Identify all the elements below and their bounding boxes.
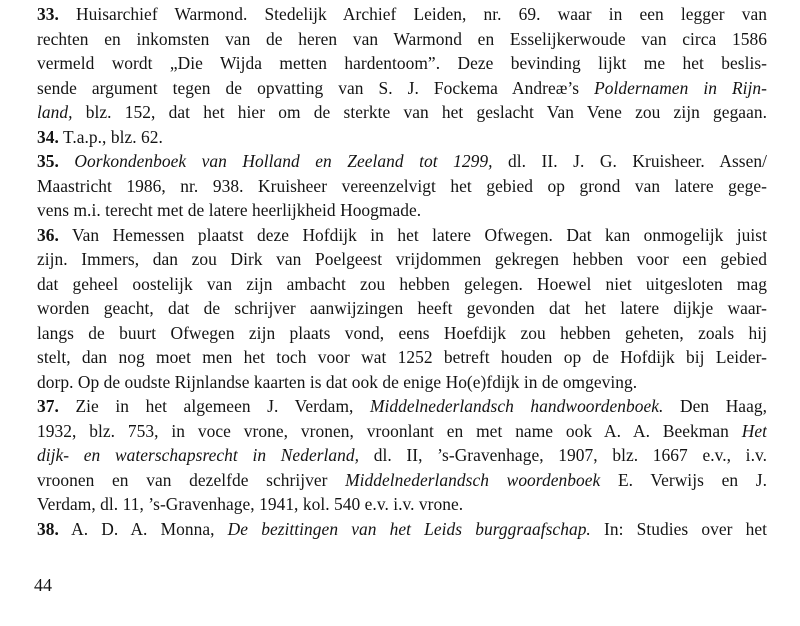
note-number: 33. bbox=[37, 4, 59, 24]
footnote-36 bbox=[37, 223, 767, 395]
note-text: Huisarchief Warmond. Stedelijk Archief Leiden, nr. 69. waar in een legger van bbox=[58, 4, 767, 24]
note-text: Maastricht 1986, nr. 938. Kruisheer vereenzelvigt het gebied op grond van latere gege- bbox=[37, 175, 767, 196]
note-line bbox=[37, 370, 767, 395]
note-number: 36. bbox=[37, 224, 59, 245]
note-number: 38. bbox=[37, 518, 59, 539]
note-text: zijn. Immers, dan zou Dirk van Poelgeest vrijdommen gekregen hebben voor een gebied bbox=[37, 249, 767, 269]
footnote-34 bbox=[37, 125, 767, 150]
note-text: vens m.i. terecht met de latere heerlijkheid Hoogmade. bbox=[37, 200, 422, 220]
note-text: sende argument tegen de opvatting van S. J. Fockema Andreæ’s bbox=[37, 77, 595, 98]
note-line bbox=[37, 76, 767, 101]
book-title: land, bbox=[37, 102, 73, 122]
note-line bbox=[37, 443, 767, 468]
note-line bbox=[37, 223, 767, 248]
note-text: blz. 152, dat het hier om de sterkte van het geslacht Van Vene zou zijn gegaan. bbox=[72, 102, 767, 122]
page-number: 44 bbox=[34, 575, 52, 595]
note-line bbox=[37, 149, 767, 174]
note-text: dl. II, ’s-Gravenhage, 1907, blz. 1667 e.v., i.v. bbox=[359, 445, 767, 465]
note-number: 37. bbox=[37, 396, 59, 416]
note-text bbox=[59, 151, 75, 171]
note-line bbox=[37, 27, 767, 52]
note-line bbox=[37, 419, 767, 444]
note-text: Van Hemessen plaatst deze Hofdijk in het latere Ofwegen. Dat kan onmogelijk juist bbox=[58, 224, 767, 245]
note-text: vroonen en van dezelfde schrijver bbox=[37, 469, 346, 490]
note-line bbox=[37, 174, 767, 199]
book-title: dijk- en waterschapsrecht in Nederland, bbox=[37, 445, 360, 465]
note-text: rechten en inkomsten van de heren van Warmond en Esselijkerwoude van circa 1586 bbox=[37, 28, 767, 49]
note-text: A. D. A. Monna, bbox=[58, 518, 228, 539]
footnote-35 bbox=[37, 149, 767, 223]
note-line bbox=[37, 272, 767, 297]
note-text: dorp. Op de oudste Rijnlandse kaarten is dat ook de enige Ho(e)fdijk in de omgeving. bbox=[37, 371, 638, 392]
note-line bbox=[37, 125, 767, 150]
book-title: Middelnederlandsch handwoordenboek. bbox=[370, 396, 664, 416]
book-title: Middelnederlandsch woordenboek bbox=[345, 469, 601, 490]
note-text: vermeld wordt „Die Wijda metten hardentoom”. Deze bevinding lijkt me het beslis- bbox=[37, 53, 767, 73]
note-text: Verdam, dl. 11, ’s-Gravenhage, 1941, kol. 540 e.v. i.v. vrone. bbox=[37, 494, 464, 514]
note-text: worden geacht, dat de schrijver aanwijzingen heeft gevonden dat het latere dijkje waar- bbox=[37, 298, 767, 318]
note-line bbox=[37, 51, 767, 76]
note-line bbox=[37, 517, 767, 542]
note-line bbox=[37, 296, 767, 321]
footnote-33 bbox=[37, 2, 767, 125]
note-text: dl. II. J. G. Kruisheer. Assen/ bbox=[492, 151, 767, 171]
note-number: 35. bbox=[37, 151, 59, 171]
note-text: Den Haag, bbox=[663, 396, 767, 416]
note-line bbox=[37, 321, 767, 346]
note-text: langs de buurt Ofwegen zijn plaats vond, eens Hoefdijk zou hebben geheten, zoals hij bbox=[37, 322, 767, 343]
note-text: 1932, blz. 753, in voce vrone, vronen, vroonlant en met name ook A. A. Beekman bbox=[37, 420, 742, 441]
note-line bbox=[37, 394, 767, 419]
footnote-37 bbox=[37, 394, 767, 517]
note-text: stelt, dan nog moet men het toch voor wat 1252 betreft houden op de Hofdijk bij Leider- bbox=[37, 347, 767, 367]
note-line bbox=[37, 492, 767, 517]
note-text: E. Verwijs en J. bbox=[600, 469, 767, 490]
note-line bbox=[37, 345, 767, 370]
note-text: Zie in het algemeen J. Verdam, bbox=[58, 396, 370, 416]
book-title: Poldernamen in Rijn- bbox=[594, 77, 767, 98]
note-text: In: Studies over het bbox=[590, 518, 767, 539]
note-text: dat geheel oostelijk van zijn ambacht zou hebben gelegen. Hoewel niet uitgesloten mag bbox=[37, 273, 767, 294]
footnotes bbox=[37, 2, 767, 541]
note-line bbox=[37, 198, 767, 223]
note-text: T.a.p., blz. 62. bbox=[58, 126, 163, 147]
book-title: Oorkondenboek van Holland en Zeeland tot 1299, bbox=[74, 151, 493, 171]
note-line bbox=[37, 468, 767, 493]
note-number: 34. bbox=[37, 126, 59, 147]
note-line bbox=[37, 2, 767, 27]
note-line bbox=[37, 100, 767, 125]
book-title: De bezittingen van het Leids burggraafschap. bbox=[227, 518, 591, 539]
book-title: Het bbox=[741, 420, 767, 441]
note-line bbox=[37, 247, 767, 272]
footnote-38 bbox=[37, 517, 767, 542]
